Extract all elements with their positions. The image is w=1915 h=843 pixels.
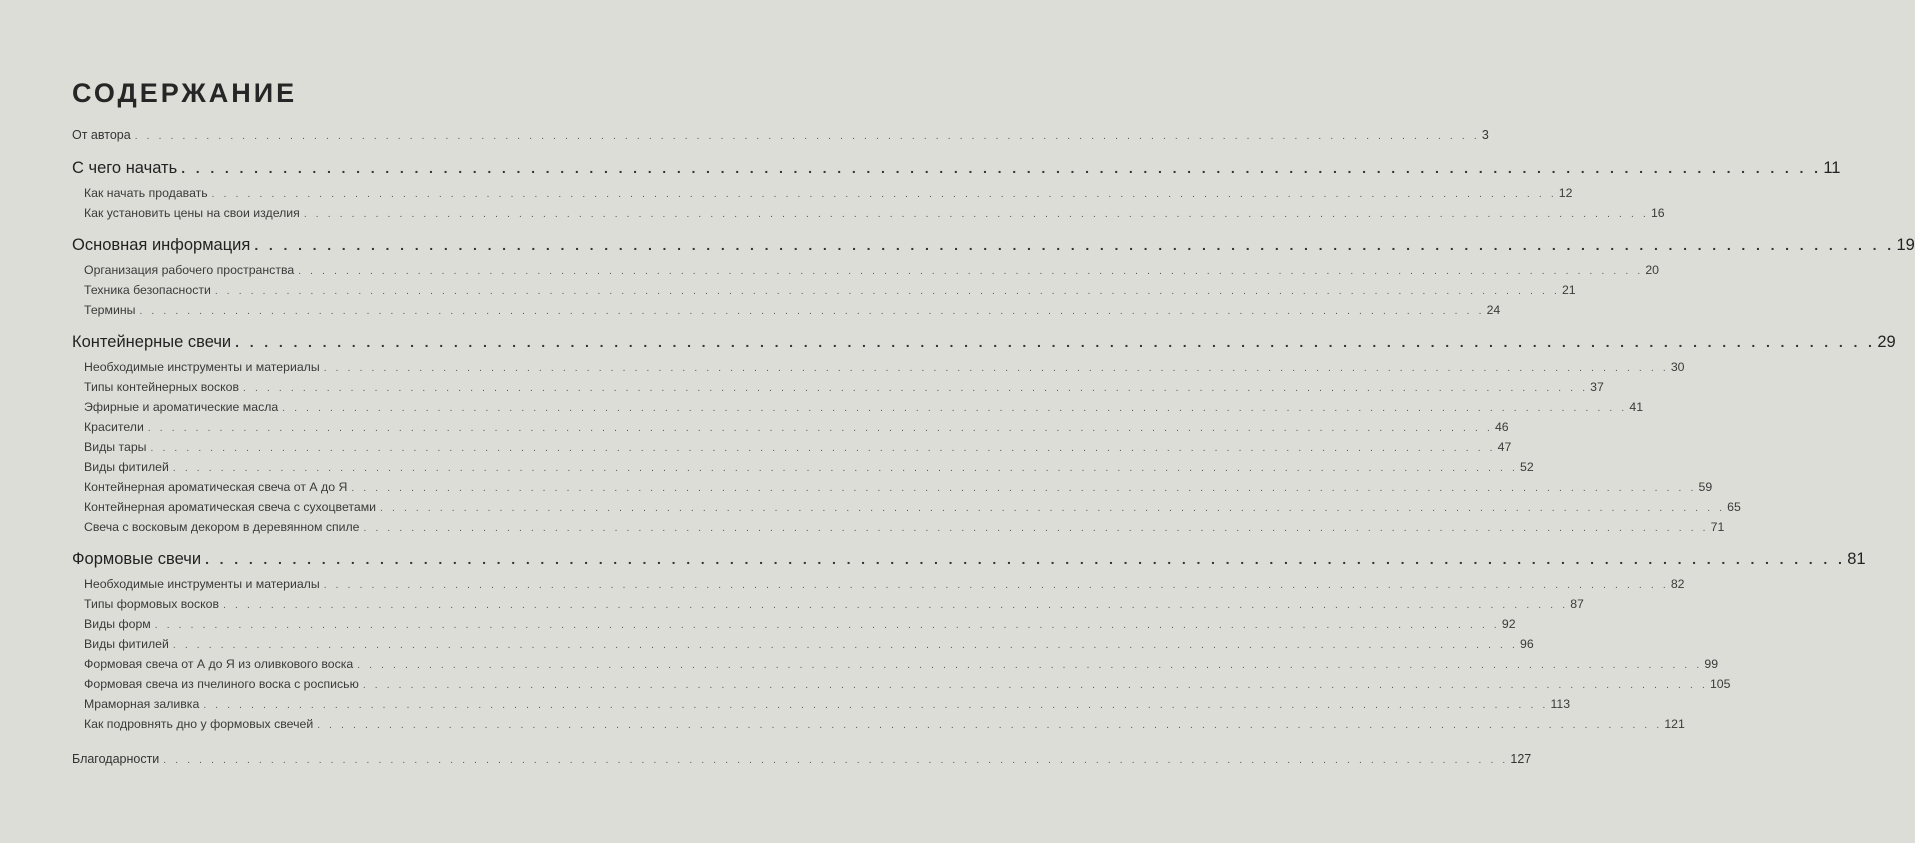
dot-leader: . . . . . . . . . . . . . . . . . . . . . . . . . . . . . . . . . . . . . . . . . . . . . . . . . . . . . . . . . . . . . . . . . . . . . . . . . . . . . . . . . . . . . . . . . . . . . . . . . . . . . . . . . . . . . . . . . bbox=[154, 620, 1500, 631]
toc-entry-page: 113 bbox=[1550, 697, 1571, 711]
toc-entry-label: Мраморная заливка bbox=[84, 697, 200, 711]
toc-entry-intro[interactable] bbox=[72, 124, 1489, 146]
toc-entry-page: 87 bbox=[1570, 597, 1584, 611]
toc-entry-page: 65 bbox=[1727, 500, 1741, 514]
toc-section-label: Формовые свечи bbox=[72, 550, 202, 568]
toc-entry-page: 99 bbox=[1704, 657, 1719, 671]
toc-entry[interactable] bbox=[72, 497, 1741, 517]
dot-leader: . . . . . . . . . . . . . . . . . . . . . . . . . . . . . . . . . . . . . . . . . . . . . . . . . . . . . . . . . . . . . . . . . . . . . . . . . . . . . . . . . . . . . . . . . . . . . . . . . . . . . . . . . . . . . . . . . bbox=[380, 503, 1726, 514]
toc-entry[interactable] bbox=[72, 594, 1584, 614]
dot-leader: . . . . . . . . . . . . . . . . . . . . . . . . . . . . . . . . . . . . . . . . . . . . . . . . . . . . . . . . . . . . . . . . . . . . . . . . . . . . . . . . . . . . . . . . . . . . . . . . . . . . . . . . . . . . . . . . . bbox=[211, 189, 1557, 200]
toc-entry-page: 121 bbox=[1664, 717, 1685, 731]
toc-entry-page: 59 bbox=[1698, 480, 1713, 494]
toc-entry-label: Виды фитилей bbox=[84, 637, 169, 651]
toc-entry-label: Техника безопасности bbox=[84, 283, 211, 297]
toc-entry[interactable] bbox=[72, 260, 1660, 280]
toc-section-label: Контейнерные свечи bbox=[72, 333, 232, 351]
toc-entry[interactable] bbox=[72, 574, 1685, 594]
toc-entry[interactable] bbox=[72, 203, 1665, 223]
toc-entry-outro[interactable] bbox=[72, 748, 1532, 770]
toc-entry-page: 12 bbox=[1558, 186, 1573, 200]
toc-entry-label: Благодарности bbox=[72, 752, 160, 766]
dot-leader: . . . . . . . . . . . . . . . . . . . . . . . . . . . . . . . . . . . . . . . . . . . . . . . . . . . . . . . . . . . . . . . . . . . . . . . . . . . . . . . . . . . . . . . . . . . . . . . . . . . . . . . . . . . . . . . . . bbox=[243, 383, 1589, 394]
toc-entry-page: 30 bbox=[1670, 360, 1685, 374]
toc-entry-label: Типы контейнерных восков bbox=[84, 380, 240, 394]
toc-entry-page: 3 bbox=[1481, 128, 1489, 142]
toc-entry-page: 71 bbox=[1710, 520, 1725, 534]
toc-entry-label: Контейнерная ароматическая свеча с сухоцветами bbox=[84, 500, 377, 514]
toc-entry[interactable] bbox=[72, 377, 1604, 397]
toc-entry-page: 96 bbox=[1520, 637, 1534, 651]
toc-entry-page: 24 bbox=[1486, 303, 1501, 317]
toc-section-page: 19 bbox=[1896, 236, 1915, 254]
toc-entry-label: Формовая свеча из пчелиного воска с росписью bbox=[84, 677, 359, 691]
dot-leader: . . . . . . . . . . . . . . . . . . . . . . . . . . . . . . . . . . . . . . . . . . . . . . . . . . . . . . . . . . . . . . . . . . . . . . . . . . . . . . . . . . . . . . . . . . . . . . . . . . . . . . . . . . . . . . . . . bbox=[181, 160, 1822, 176]
toc-entry-page: 46 bbox=[1494, 420, 1509, 434]
toc-entry-label: Необходимые инструменты и материалы bbox=[84, 577, 320, 591]
toc-entry-label: Необходимые инструменты и материалы bbox=[84, 360, 320, 374]
dot-leader: . . . . . . . . . . . . . . . . . . . . . . . . . . . . . . . . . . . . . . . . . . . . . . . . . . . . . . . . . . . . . . . . . . . . . . . . . . . . . . . . . . . . . . . . . . . . . . . . . . . . . . . . . . . . . . . . . bbox=[254, 237, 1895, 253]
toc-entry-label: Как начать продавать bbox=[84, 186, 208, 200]
toc-entry[interactable] bbox=[72, 517, 1725, 537]
toc-entry-label: Контейнерная ароматическая свеча от А до Я bbox=[84, 480, 348, 494]
toc-entry-label: Виды фитилей bbox=[84, 460, 169, 474]
toc-entry[interactable] bbox=[72, 417, 1509, 437]
dot-leader: . . . . . . . . . . . . . . . . . . . . . . . . . . . . . . . . . . . . . . . . . . . . . . . . . . . . . . . . . . . . . . . . . . . . . . . . . . . . . . . . . . . . . . . . . . . . . . . . . . . . . . . . . . . . . . . . . bbox=[323, 363, 1669, 374]
dot-leader: . . . . . . . . . . . . . . . . . . . . . . . . . . . . . . . . . . . . . . . . . . . . . . . . . . . . . . . . . . . . . . . . . . . . . . . . . . . . . . . . . . . . . . . . . . . . . . . . . . . . . . . . . . . . . . . . . bbox=[298, 266, 1644, 277]
toc-entry[interactable] bbox=[72, 614, 1516, 634]
toc-entry[interactable] bbox=[72, 437, 1512, 457]
toc-entry-label: Свеча с восковым декором в деревянном спиле bbox=[84, 520, 360, 534]
toc-entry[interactable] bbox=[72, 183, 1573, 203]
toc-entry[interactable] bbox=[72, 654, 1719, 674]
dot-leader: . . . . . . . . . . . . . . . . . . . . . . . . . . . . . . . . . . . . . . . . . . . . . . . . . . . . . . . . . . . . . . . . . . . . . . . . . . . . . . . . . . . . . . . . . . . . . . . . . . . . . . . . . . . . . . . . . bbox=[223, 600, 1569, 611]
dot-leader: . . . . . . . . . . . . . . . . . . . . . . . . . . . . . . . . . . . . . . . . . . . . . . . . . . . . . . . . . . . . . . . . . . . . . . . . . . . . . . . . . . . . . . . . . . . . . . . . . . . . . . . . . . . . . . . . . bbox=[317, 720, 1663, 731]
toc-entry-label: Красители bbox=[84, 420, 144, 434]
toc-entry-page: 82 bbox=[1670, 577, 1685, 591]
page-title: СОДЕРЖАНИЕ bbox=[72, 78, 298, 108]
dot-leader: . . . . . . . . . . . . . . . . . . . . . . . . . . . . . . . . . . . . . . . . . . . . . . . . . . . . . . . . . . . . . . . . . . . . . . . . . . . . . . . . . . . . . . . . . . . . . . . . . . . . . . . . . . . . . . . . . bbox=[139, 306, 1485, 317]
toc-entry-label: Как подровнять дно у формовых свечей bbox=[84, 717, 314, 731]
dot-leader: . . . . . . . . . . . . . . . . . . . . . . . . . . . . . . . . . . . . . . . . . . . . . . . . . . . . . . . . . . . . . . . . . . . . . . . . . . . . . . . . . . . . . . . . . . . . . . . . . . . . . . . . . . . . . . . . . bbox=[203, 700, 1549, 711]
toc-entry[interactable] bbox=[72, 714, 1685, 734]
toc-entry-page: 52 bbox=[1520, 460, 1534, 474]
toc-section-label: Основная информация bbox=[72, 236, 251, 254]
dot-leader: . . . . . . . . . . . . . . . . . . . . . . . . . . . . . . . . . . . . . . . . . . . . . . . . . . . . . . . . . . . . . . . . . . . . . . . . . . . . . . . . . . . . . . . . . . . . . . . . . . . . . . . . . . . . . . . . . bbox=[214, 286, 1560, 297]
toc-section-3[interactable] bbox=[72, 545, 1866, 574]
dot-leader: . . . . . . . . . . . . . . . . . . . . . . . . . . . . . . . . . . . . . . . . . . . . . . . . . . . . . . . . . . . . . . . . . . . . . . . . . . . . . . . . . . . . . . . . . . . . . . . . . . . . . . . . . . . . . . . . . bbox=[150, 443, 1496, 454]
dot-leader: . . . . . . . . . . . . . . . . . . . . . . . . . . . . . . . . . . . . . . . . . . . . . . . . . . . . . . . . . . . . . . . . . . . . . . . . . . . . . . . . . . . . . . . . . . . . . . . . . . . . . . . . . . . . . . . . . bbox=[303, 209, 1649, 220]
dot-leader: . . . . . . . . . . . . . . . . . . . . . . . . . . . . . . . . . . . . . . . . . . . . . . . . . . . . . . . . . . . . . . . . . . . . . . . . . . . . . . . . . . . . . . . . . . . . . . . . . . . . . . . . . . . . . . . . . bbox=[351, 483, 1697, 494]
dot-leader: . . . . . . . . . . . . . . . . . . . . . . . . . . . . . . . . . . . . . . . . . . . . . . . . . . . . . . . . . . . . . . . . . . . . . . . . . . . . . . . . . . . . . . . . . . . . . . . . . . . . . . . . . . . . . . . . . bbox=[163, 755, 1509, 766]
toc-entry-page: 47 bbox=[1497, 440, 1512, 454]
toc-entry-label: Формовая свеча от А до Я из оливкового воска bbox=[84, 657, 354, 671]
toc-entry-label: Типы формовых восков bbox=[84, 597, 220, 611]
toc-entry-page: 20 bbox=[1645, 263, 1660, 277]
dot-leader: . . . . . . . . . . . . . . . . . . . . . . . . . . . . . . . . . . . . . . . . . . . . . . . . . . . . . . . . . . . . . . . . . . . . . . . . . . . . . . . . . . . . . . . . . . . . . . . . . . . . . . . . . . . . . . . . . bbox=[362, 680, 1708, 691]
dot-leader: . . . . . . . . . . . . . . . . . . . . . . . . . . . . . . . . . . . . . . . . . . . . . . . . . . . . . . . . . . . . . . . . . . . . . . . . . . . . . . . . . . . . . . . . . . . . . . . . . . . . . . . . . . . . . . . . . bbox=[363, 523, 1709, 534]
toc-entry[interactable] bbox=[72, 477, 1713, 497]
toc-entry[interactable] bbox=[72, 300, 1501, 320]
toc-entry-page: 127 bbox=[1510, 752, 1532, 766]
toc-entry-label: Виды форм bbox=[84, 617, 151, 631]
toc-entry[interactable] bbox=[72, 397, 1644, 417]
toc-section-page: 29 bbox=[1877, 333, 1896, 351]
toc-entry[interactable] bbox=[72, 694, 1571, 714]
toc-entry[interactable] bbox=[72, 457, 1534, 477]
toc-entry-page: 105 bbox=[1709, 677, 1731, 691]
dot-leader: . . . . . . . . . . . . . . . . . . . . . . . . . . . . . . . . . . . . . . . . . . . . . . . . . . . . . . . . . . . . . . . . . . . . . . . . . . . . . . . . . . . . . . . . . . . . . . . . . . . . . . . . . . . . . . . . . bbox=[172, 463, 1518, 474]
dot-leader: . . . . . . . . . . . . . . . . . . . . . . . . . . . . . . . . . . . . . . . . . . . . . . . . . . . . . . . . . . . . . . . . . . . . . . . . . . . . . . . . . . . . . . . . . . . . . . . . . . . . . . . . . . . . . . . . . bbox=[357, 660, 1703, 671]
dot-leader: . . . . . . . . . . . . . . . . . . . . . . . . . . . . . . . . . . . . . . . . . . . . . . . . . . . . . . . . . . . . . . . . . . . . . . . . . . . . . . . . . . . . . . . . . . . . . . . . . . . . . . . . . . . . . . . . . bbox=[235, 334, 1876, 350]
toc-section-1[interactable] bbox=[72, 231, 1915, 260]
toc-entry-label: Организация рабочего пространства bbox=[84, 263, 295, 277]
toc-entry[interactable] bbox=[72, 634, 1534, 654]
toc-entry-label: Виды тары bbox=[84, 440, 147, 454]
toc-section-0[interactable] bbox=[72, 154, 1841, 183]
toc-section-2[interactable] bbox=[72, 328, 1896, 357]
dot-leader: . . . . . . . . . . . . . . . . . . . . . . . . . . . . . . . . . . . . . . . . . . . . . . . . . . . . . . . . . . . . . . . . . . . . . . . . . . . . . . . . . . . . . . . . . . . . . . . . . . . . . . . . . . . . . . . . . bbox=[282, 403, 1628, 414]
dot-leader: . . . . . . . . . . . . . . . . . . . . . . . . . . . . . . . . . . . . . . . . . . . . . . . . . . . . . . . . . . . . . . . . . . . . . . . . . . . . . . . . . . . . . . . . . . . . . . . . . . . . . . . . . . . . . . . . . bbox=[147, 423, 1493, 434]
toc-entry-page: 92 bbox=[1501, 617, 1516, 631]
toc-entry-page: 41 bbox=[1629, 400, 1644, 414]
dot-leader: . . . . . . . . . . . . . . . . . . . . . . . . . . . . . . . . . . . . . . . . . . . . . . . . . . . . . . . . . . . . . . . . . . . . . . . . . . . . . . . . . . . . . . . . . . . . . . . . . . . . . . . . . . . . . . . . . bbox=[323, 580, 1669, 591]
toc-entry[interactable] bbox=[72, 357, 1685, 377]
toc-section-page: 11 bbox=[1823, 159, 1841, 177]
toc-section-page: 81 bbox=[1847, 550, 1866, 568]
table-of-contents bbox=[72, 124, 1915, 770]
dot-leader: . . . . . . . . . . . . . . . . . . . . . . . . . . . . . . . . . . . . . . . . . . . . . . . . . . . . . . . . . . . . . . . . . . . . . . . . . . . . . . . . . . . . . . . . . . . . . . . . . . . . . . . . . . . . . . . . . bbox=[172, 640, 1518, 651]
toc-entry-label: Термины bbox=[84, 303, 136, 317]
toc-entry-page: 16 bbox=[1650, 206, 1665, 220]
dot-leader: . . . . . . . . . . . . . . . . . . . . . . . . . . . . . . . . . . . . . . . . . . . . . . . . . . . . . . . . . . . . . . . . . . . . . . . . . . . . . . . . . . . . . . . . . . . . . . . . . . . . . . . . . . . . . . . . . bbox=[205, 551, 1846, 567]
toc-entry-label: Как установить цены на свои изделия bbox=[84, 206, 300, 220]
toc-entry[interactable] bbox=[72, 280, 1576, 300]
toc-entry-page: 21 bbox=[1561, 283, 1576, 297]
dot-leader: . . . . . . . . . . . . . . . . . . . . . . . . . . . . . . . . . . . . . . . . . . . . . . . . . . . . . . . . . . . . . . . . . . . . . . . . . . . . . . . . . . . . . . . . . . . . . . . . . . . . . . . . . . . . . . . . . bbox=[134, 131, 1480, 142]
toc-section-label: С чего начать bbox=[72, 159, 178, 177]
toc-entry[interactable] bbox=[72, 674, 1731, 694]
toc-entry-page: 37 bbox=[1590, 380, 1604, 394]
toc-entry-label: Эфирные и ароматические масла bbox=[84, 400, 279, 414]
toc-entry-label: От автора bbox=[72, 128, 131, 142]
